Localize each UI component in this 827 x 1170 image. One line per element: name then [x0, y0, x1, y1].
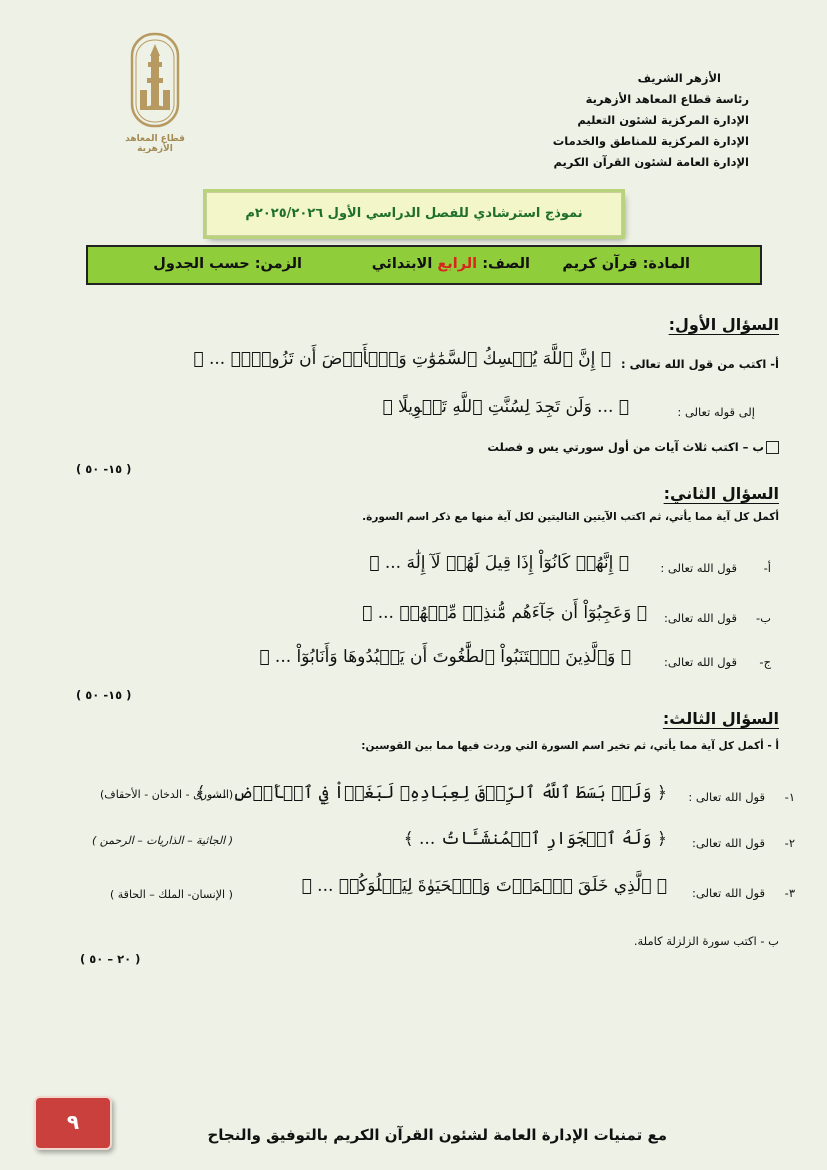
q2-item-label: قول الله تعالى: — [664, 655, 737, 669]
header-line: الإدارة المركزية لشئون التعليم — [577, 113, 749, 127]
q2-item-verse: ﴿ وَعَجِبُوٓاْ أَن جَآءَهُم مُّنذِرٞ مِّنۡهُمۡ ... ﴾ — [362, 603, 647, 623]
q1-a-label: أ- اكتب من قول الله تعالى : — [620, 357, 779, 371]
subject: المادة: قرآن كريم — [562, 256, 690, 272]
footer-text: مع تمنيات الإدارة العامة لشئون القرآن الكريم بالتوفيق والنجاح — [207, 1126, 667, 1144]
q2-item-num: ب- — [756, 611, 771, 625]
header-line: الأزهر الشريف — [637, 71, 721, 85]
q3-item-verse: ﴿ وَلَوۡ بَسَطَ ٱللَّهُ ٱلرِّزۡقَ لِعِبَادِهِۦ لَبَغَوۡاْ فِي ٱلۡأَرۡضِ ... ﴾ — [195, 783, 667, 803]
q1-to-verse: ﴿ ... وَلَن تَجِدَ لِسُنَّتِ ٱللَّهِ تَحۡوِيلًا ﴾ — [382, 397, 629, 417]
model-title: نموذج استرشادي للفصل الدراسي الأول ٢٠٢٥/٢٠٢٦م — [206, 192, 622, 236]
header-line: الإدارة المركزية للمناطق والخدمات — [552, 134, 749, 148]
q1-title: السؤال الأول: — [668, 315, 779, 334]
q3-instruction: أ - أكمل كل آية مما يأتي، ثم تخير اسم السورة التي وردت فيها مما بين القوسين: — [361, 740, 779, 752]
q3-item-choices: (الشورى - الدخان - الأحقاف) — [100, 788, 234, 801]
q3-item-verse: ﴿ ٱلَّذِي خَلَقَ ٱلۡمَوۡتَ وَٱلۡحَيَوٰةَ لِيَبۡلُوَكُمۡ ... ﴾ — [301, 876, 667, 896]
header-line: رئاسة قطاع المعاهد الأزهرية — [585, 92, 749, 106]
q1-b-text: ب – اكتب ثلاث آيات من أول سورتي يس و فصلت — [487, 440, 764, 454]
q3-item-choices: ( الإنسان- الملك – الحاقة ) — [110, 888, 233, 901]
q3-b: ب - اكتب سورة الزلزلة كاملة. — [633, 934, 779, 948]
grade-level: الابتدائي — [371, 256, 433, 272]
time: الزمن: حسب الجدول — [153, 256, 302, 272]
q1-b — [487, 440, 779, 454]
q2-item-num: ج- — [759, 655, 771, 669]
q3-title: السؤال الثالث: — [662, 709, 779, 728]
q2-item-label: قول الله تعالى: — [664, 611, 737, 625]
grade — [372, 256, 530, 272]
q3-item-num: ١- — [784, 790, 795, 804]
azhar-logo — [112, 30, 198, 154]
grade-number: الرابع — [437, 256, 478, 272]
q3-item-num: ٣- — [784, 886, 795, 900]
q1-score: ( ١٥- ٥٠ ) — [76, 462, 132, 476]
q2-item-num: أ- — [763, 561, 771, 575]
q1-to-label: إلى قوله تعالى : — [677, 405, 755, 419]
q3-item-verse: ﴿ وَلَهُ ٱلۡجَوَارِ ٱلۡمُنشَـَٔاتُ ... ﴾ — [403, 829, 667, 849]
q2-instruction: أكمل كل آية مما يأتي، ثم اكتب الآيتين التاليتين لكل آية منها مع ذكر اسم السورة. — [362, 511, 779, 523]
page-number: ٩ — [34, 1096, 112, 1150]
checkbox-icon — [766, 441, 779, 454]
info-bar — [86, 245, 762, 285]
header-line: الإدارة العامة لشئون القرآن الكريم — [553, 155, 749, 169]
header-institution — [489, 68, 749, 173]
q2-item-label: قول الله تعالى : — [660, 561, 737, 575]
q3-item-num: ٢- — [784, 836, 795, 850]
q2-score: ( ١٥- ٥٠ ) — [76, 688, 132, 702]
grade-label: الصف: — [482, 256, 530, 272]
q3-item-label: قول الله تعالى : — [688, 790, 765, 804]
q2-item-verse: ﴿ إِنَّهُمۡ كَانُوٓاْ إِذَا قِيلَ لَهُمۡ لَآ إِلَٰهَ ... ﴾ — [369, 553, 629, 573]
q1-a-verse: ﴿ إِنَّ ٱللَّهَ يُمۡسِكُ ٱلسَّمَٰوَٰتِ وَٱلۡأَرۡضَ أَن تَزُولَاۚ ... ﴾ — [193, 349, 611, 369]
logo-caption: قطاع المعاهد الأزهرية — [125, 134, 185, 154]
q3-item-label: قول الله تعالى: — [692, 886, 765, 900]
q2-title: السؤال الثاني: — [663, 484, 779, 503]
q3-item-choices: ( الجاثية – الذاريات – الرحمن ) — [92, 834, 234, 847]
q3-score: ( ٢٠ – ٥٠ ) — [80, 952, 141, 966]
q3-item-label: قول الله تعالى: — [692, 836, 765, 850]
q2-item-verse: ﴿ وَٱلَّذِينَ ٱجۡتَنَبُواْ ٱلطَّٰغُوتَ أَن يَعۡبُدُوهَا وَأَنَابُوٓاْ ... ﴾ — [259, 647, 631, 667]
